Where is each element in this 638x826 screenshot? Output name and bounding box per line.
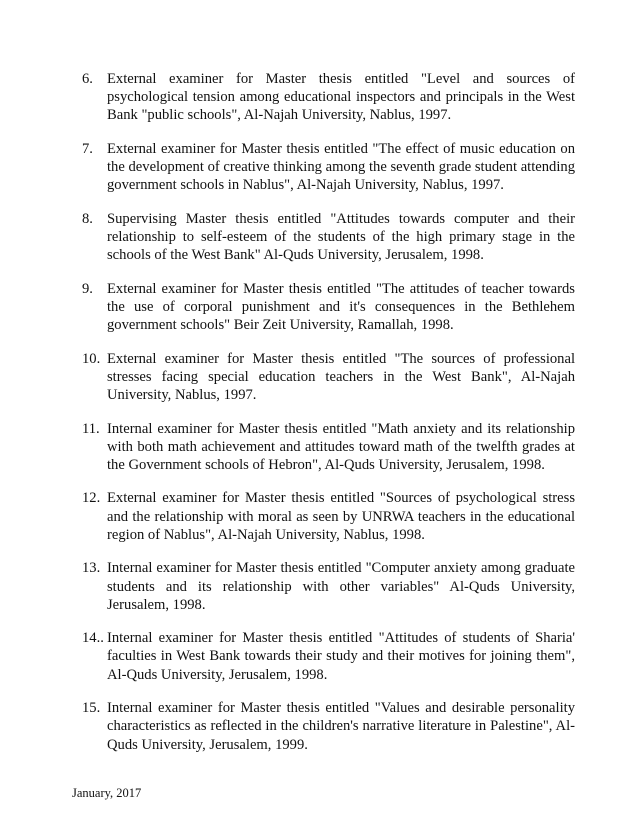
list-item	[82, 70, 575, 125]
list-item	[82, 350, 575, 405]
item-number: 14..	[82, 630, 104, 647]
list-item	[82, 699, 575, 754]
list-item	[82, 140, 575, 195]
list-item	[82, 280, 575, 335]
item-text: Internal examiner for Master thesis entitled "Attitudes of students of Sharia' faculties in West Bank towards their study and their motives for joining them", Al-Quds University, Jerusalem, 1998.	[107, 630, 575, 683]
item-text: External examiner for Master thesis entitled "Sources of psychological stress and the relationship with moral as seen by UNRWA teachers in the educational region of Nablus", Al-Najah University, Nablus, 1998.	[107, 490, 575, 543]
list-item	[82, 210, 575, 265]
item-number: 12.	[82, 490, 101, 507]
item-text: Internal examiner for Master thesis entitled "Values and desirable personality characteristics as reflected in the children's narrative literature in Palestine", Al-Quds University, Jerusalem, 1999.	[107, 700, 575, 753]
list-item	[82, 559, 575, 614]
item-text: External examiner for Master thesis entitled "Level and sources of psychological tension among educational inspectors and principals in the West Bank "public schools", Al-Najah University, Nablus, 1997.	[107, 71, 575, 124]
list-item	[82, 420, 575, 475]
footer-date: January, 2017	[72, 786, 142, 800]
item-text: External examiner for Master thesis entitled "The attitudes of teacher towards the use of corporal punishment and it's consequences in the Bethlehem government schools" Beir Zeit University, Ramallah, 1998.	[107, 280, 575, 334]
item-text: Supervising Master thesis entitled "Attitudes towards computer and their relationship to self-esteem of the students of the high primary stage in the schools of the West Bank" Al-Quds University, Jerusalem, 1998.	[107, 210, 575, 264]
item-number: 15.	[82, 700, 101, 717]
item-number: 11.	[82, 420, 100, 437]
item-text: External examiner for Master thesis entitled "The effect of music education on the development of creative thinking among the seventh grade student attending government schools in Nablus", Al-Najah University, Nablus, 1997.	[107, 140, 575, 194]
list-item	[82, 629, 575, 684]
item-number: 7.	[82, 140, 93, 157]
list-item	[82, 489, 575, 544]
item-number: 13.	[82, 560, 101, 577]
item-text: External examiner for Master thesis entitled "The sources of professional stresses facing special education teachers in the West Bank", Al-Najah University, Nablus, 1997.	[107, 350, 575, 404]
item-number: 6.	[82, 71, 93, 87]
item-number: 10.	[82, 350, 101, 367]
item-number: 8.	[82, 210, 93, 227]
item-text: Internal examiner for Master thesis entitled "Computer anxiety among graduate students and its relationship with other variables" Al-Quds University, Jerusalem, 1998.	[107, 560, 575, 613]
item-number: 9.	[82, 280, 93, 297]
item-text: Internal examiner for Master thesis entitled "Math anxiety and its relationship with both math achievement and attitudes toward math of the twelfth grades at the Government schools of Hebron", Al-Quds University, Jerusalem, 1998.	[107, 420, 575, 473]
thesis-list	[82, 70, 575, 769]
